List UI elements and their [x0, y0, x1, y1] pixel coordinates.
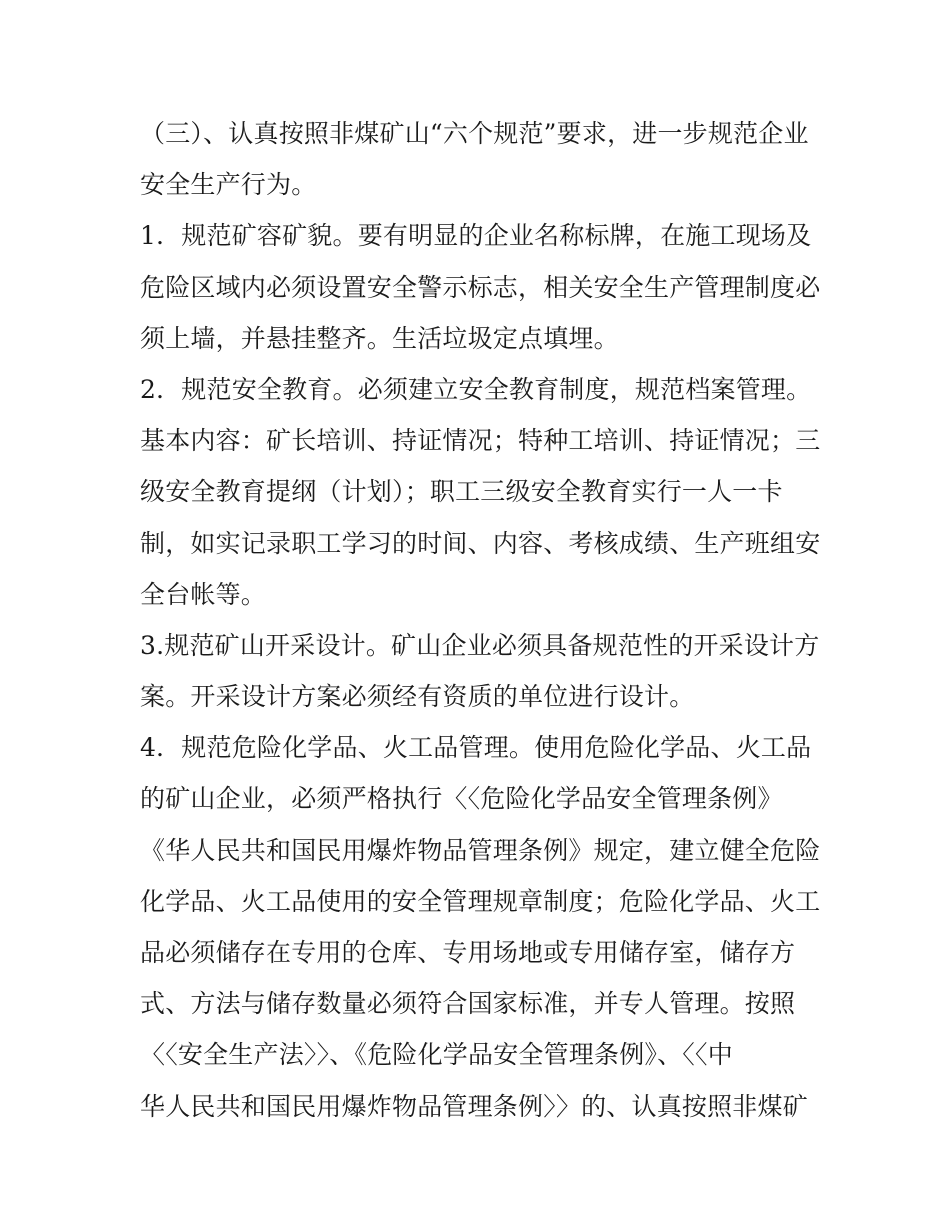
text-line: 制，如实记录职工学习的时间、内容、考核成绩、生产班组安: [140, 528, 821, 558]
text-line: 《华人民共和国民用爆炸物品管理条例》规定，建立健全危险: [140, 835, 821, 865]
text-line: 华人民共和国民用爆炸物品管理条例〉〉的、认真按照非煤矿: [140, 1091, 808, 1121]
text-line: 4．规范危险化学品、火工品管理。使用危险化学品、火工品: [140, 733, 812, 763]
text-line: 全台帐等。: [140, 579, 267, 609]
text-line: 〈〈安全生产法〉〉、《危险化学品安全管理条例》、〈〈中: [140, 1040, 733, 1070]
text-line: 的矿山企业，必须严格执行〈〈危险化学品安全管理条例》: [140, 784, 783, 814]
text-line: 危险区域内必须设置安全警示标志，相关安全生产管理制度必: [140, 272, 821, 302]
text-line: 基本内容：矿长培训、持证情况；特种工培训、持证情况；三: [140, 426, 821, 456]
text-line: 2．规范安全教育。必须建立安全教育制度，规范档案管理。: [140, 374, 812, 404]
text-line: （三）、认真按照非煤矿山“六个规范”要求，进一步规范企业: [140, 119, 809, 148]
document-body: [140, 108, 820, 1132]
text-line: 化学品、火工品使用的安全管理规章制度；危险化学品、火工: [140, 886, 821, 916]
text-line: 案。开采设计方案必须经有资质的单位进行设计。: [140, 682, 695, 712]
text-line: 3.规范矿山开采设计。矿山企业必须具备规范性的开采设计方: [140, 630, 820, 660]
text-line: 安全生产行为。: [140, 170, 317, 200]
text-line: 须上墙，并悬挂整齐。生活垃圾定点填埋。: [140, 323, 619, 353]
text-line: 式、方法与储存数量必须符合国家标准，并专人管理。按照: [140, 989, 796, 1019]
text-line: 1．规范矿容矿貌。要有明显的企业名称标牌，在施工现场及: [140, 221, 812, 251]
text-line: 品必须储存在专用的仓库、专用场地或专用储存室，储存方: [140, 938, 796, 967]
text-line: 级安全教育提纲（计划）；职工三级安全教育实行一人一卡: [140, 477, 783, 507]
